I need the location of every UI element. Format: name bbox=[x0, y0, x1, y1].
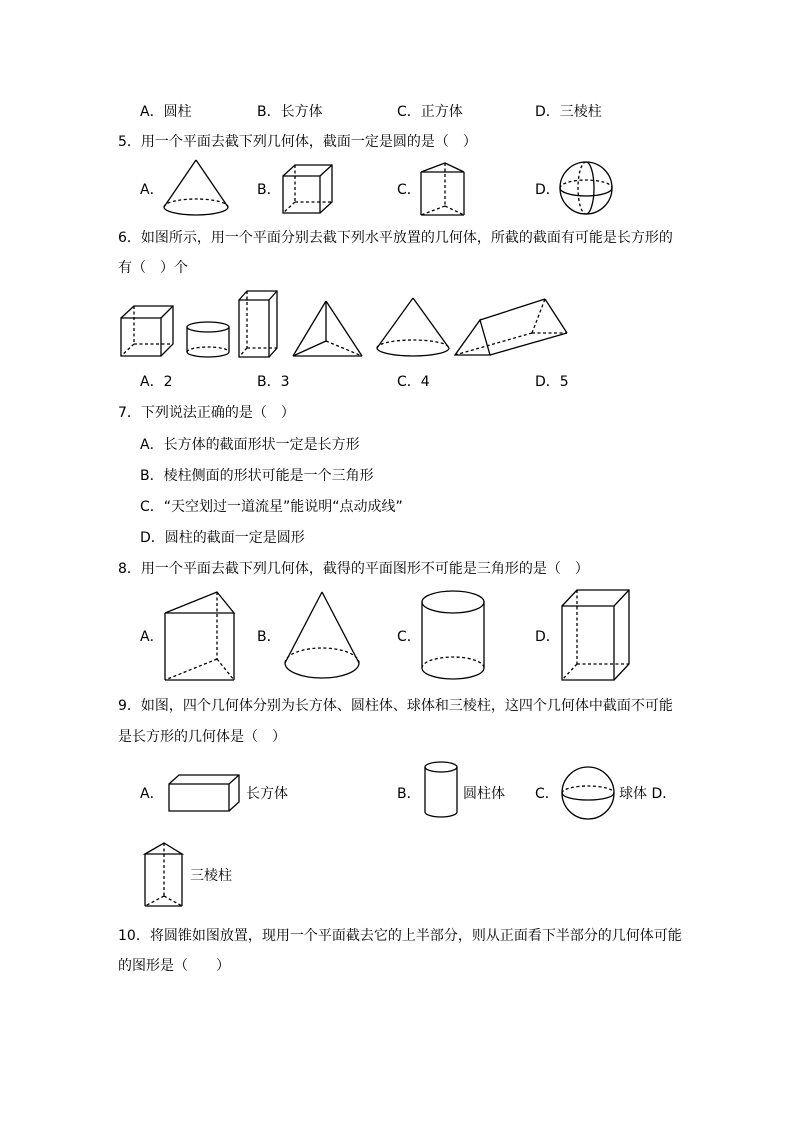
q5-cone-figure bbox=[162, 158, 230, 218]
q6-tall-prism-figure bbox=[236, 288, 280, 360]
q5-label-a: A． bbox=[140, 182, 164, 198]
q9-stem-line2: 是长方形的几何体是（ ） bbox=[118, 729, 286, 745]
q6-option-c: C．4 bbox=[397, 374, 430, 390]
q10-stem-line2: 的图形是（ ） bbox=[118, 958, 230, 974]
q6-option-a: A．2 bbox=[140, 374, 173, 390]
q9-name-c: 球体 D． bbox=[619, 786, 677, 802]
q8-triangular-prism-figure bbox=[162, 589, 238, 685]
q5-label-b: B． bbox=[257, 182, 281, 198]
q6-option-d: D．5 bbox=[535, 374, 569, 390]
q7-option-c: C．“天空划过一道流星”能说明“点动成线” bbox=[140, 499, 403, 515]
q6-cube-figure bbox=[118, 303, 176, 358]
q7-stem: 7．下列说法正确的是（ ） bbox=[118, 405, 295, 421]
q9-name-b: 圆柱体 bbox=[463, 786, 505, 802]
q9-stem-line1: 9．如图，四个几何体分别为长方体、圆柱体、球体和三棱柱，这四个几何体中截面不可能 bbox=[118, 698, 673, 714]
q4-option-b: B．长方体 bbox=[257, 104, 323, 120]
q9-triangular-prism-figure bbox=[142, 840, 186, 910]
q7-option-d: D．圆柱的截面一定是圆形 bbox=[140, 530, 305, 546]
q8-stem: 8．用一个平面去截下列几何体，截得的平面图形不可能是三角形的是（ ） bbox=[118, 561, 589, 577]
q8-cylinder-figure bbox=[419, 589, 487, 683]
q6-stem-line2: 有（ ）个 bbox=[118, 260, 188, 276]
q8-label-b: B． bbox=[257, 629, 281, 645]
q4-option-a: A．圆柱 bbox=[140, 104, 192, 120]
q10-stem-line1: 10．将圆锥如图放置，现用一个平面截去它的上半部分，则从正面看下半部分的几何体可能 bbox=[118, 928, 682, 944]
q8-label-a: A． bbox=[140, 629, 164, 645]
q5-stem: 5．用一个平面去截下列几何体，截面一定是圆的是（ ） bbox=[118, 134, 477, 150]
q9-cuboid-figure bbox=[166, 772, 242, 814]
q6-cylinder-figure bbox=[185, 320, 231, 360]
q7-option-a: A．长方体的截面形状一定是长方形 bbox=[140, 437, 360, 453]
q8-cone-figure bbox=[282, 590, 362, 684]
q5-label-c: C． bbox=[397, 182, 421, 198]
q6-tetrahedron-figure bbox=[290, 298, 366, 360]
q4-option-d: D．三棱柱 bbox=[535, 104, 602, 120]
q9-name-d: 三棱柱 bbox=[190, 868, 232, 884]
q7-option-b: B．棱柱侧面的形状可能是一个三角形 bbox=[140, 468, 374, 484]
q6-stem-line1: 6．如图所示，用一个平面分别去截下列水平放置的几何体，所截的截面有可能是长方形的 bbox=[118, 230, 673, 246]
q6-option-b: B．3 bbox=[257, 374, 290, 390]
q9-label-b: B． bbox=[397, 786, 421, 802]
q5-label-d: D． bbox=[535, 182, 560, 198]
q8-cuboid-figure bbox=[559, 587, 633, 683]
q5-sphere-figure bbox=[558, 160, 614, 216]
q4-option-c: C．正方体 bbox=[397, 104, 463, 120]
q9-cylinder-figure bbox=[422, 760, 460, 820]
q6-cone-figure bbox=[373, 296, 453, 360]
q8-label-d: D． bbox=[535, 629, 560, 645]
q6-lying-prism-figure bbox=[452, 296, 570, 360]
q9-sphere-figure bbox=[560, 766, 618, 822]
q5-cube-figure bbox=[280, 163, 334, 215]
q5-triangular-prism-figure bbox=[418, 160, 468, 218]
q9-name-a: 长方体 bbox=[246, 786, 288, 802]
q8-label-c: C． bbox=[397, 629, 421, 645]
q9-label-a: A． bbox=[140, 786, 164, 802]
q9-label-c: C． bbox=[535, 786, 559, 802]
